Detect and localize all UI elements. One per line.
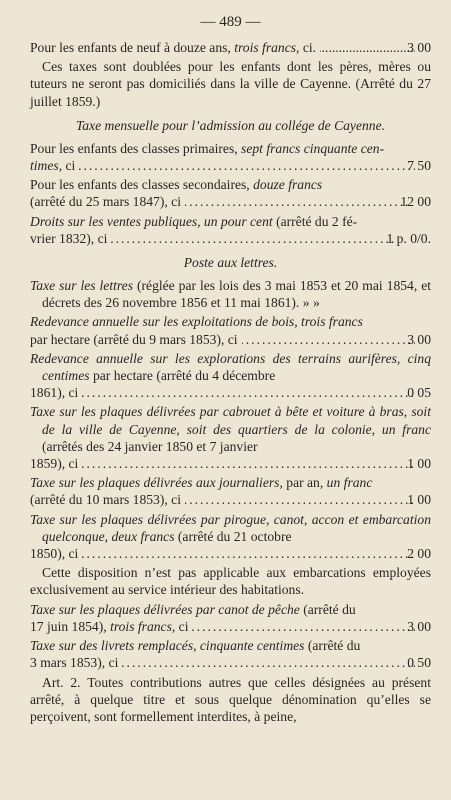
paragraph-p11 — [30, 511, 431, 563]
p1-text: Pour les enfants de neuf à douze ans, — [30, 40, 231, 55]
dot-leader — [82, 384, 415, 401]
paragraph-p12: Cette disposition n’est pas applicable aux embarcations employées exclusivement au service intérieur des habitations. — [30, 565, 431, 598]
p4-value: 12 00 — [400, 194, 431, 210]
paragraph-p7 — [30, 313, 431, 347]
paragraph-p9 — [30, 403, 431, 472]
p5-text: (arrêté du 2 fé- — [276, 213, 358, 229]
p10-italic-2: un franc — [326, 475, 373, 491]
p11-text: (arrêté du 21 octobre — [177, 528, 292, 544]
p10-italic: Taxe sur les plaques délivrées aux journaliers, — [30, 475, 283, 491]
p6-text: (réglée par les lois des 3 mai 1853 et 20 mai 1854, et décrets des 26 novembre 1856 et 11 mai 1861). — [42, 278, 432, 311]
p14-ci: 3 mars 1853), ci — [30, 655, 119, 671]
p4-text: Pour les enfants des classes secondaires, — [30, 177, 250, 193]
paragraph-p15: Art. 2. Toutes contributions autres que celles désignées au présent arrêté, à quelque titre et sous quelque dénomination qu’elles se perçoivent, sont formellement interdites, à peine, — [30, 674, 431, 724]
page-number: — 489 — — [200, 14, 261, 30]
p14-text: (arrêté du — [307, 638, 361, 654]
dot-leader — [82, 455, 415, 472]
p13-date: 17 juin 1854), — [30, 618, 107, 634]
paragraph-p1 — [30, 39, 431, 56]
p6-value: » » — [302, 295, 320, 311]
p6-italic: Taxe sur les lettres — [30, 278, 134, 294]
p11-italic: Taxe sur les plaques délivrées par pirogue, canot, accon et embarcation quelconque, deux francs — [30, 511, 431, 544]
dot-leader — [79, 157, 415, 174]
dot-leader — [320, 39, 415, 56]
p13-italic: Taxe sur les plaques délivrées par canot de pêche — [30, 601, 300, 617]
paragraph-p6 — [30, 277, 431, 311]
p8-ci: 1861), ci — [30, 385, 79, 401]
paragraph-p8 — [30, 350, 431, 402]
p14-italic: Taxe sur des livrets remplacés, cinquante centimes — [30, 638, 305, 654]
p3-ci: , ci — [58, 158, 76, 174]
p13-italic-2: trois francs — [110, 618, 172, 634]
dot-leader — [185, 491, 415, 508]
dot-leader — [185, 193, 408, 210]
p7-value: 3 00 — [407, 331, 431, 347]
p8-value: 0 05 — [407, 385, 431, 401]
p3-italic: sept francs cinquante cen- — [241, 140, 385, 156]
dot-leader — [111, 230, 394, 247]
paragraph-p13 — [30, 601, 431, 635]
paragraph-p2: Ces taxes sont doublées pour les enfants dont les pères, mères ou tuteurs ne seront pas domiciliés dans la ville de Cayenne. (Arrêté du 27 juillet 1859.) — [30, 59, 431, 109]
p11-value: 2 00 — [407, 546, 431, 562]
section-heading-poste: Poste aux lettres. — [183, 255, 278, 271]
paragraph-p10 — [30, 474, 431, 508]
p10-value: 1 00 — [407, 492, 431, 508]
p11-ci: 1850), ci — [30, 546, 79, 562]
p3-italic-cont: times — [30, 158, 59, 174]
p9-value: 1 00 — [407, 456, 431, 472]
p10-text: par an, — [286, 475, 324, 491]
p9-ci: 1859), ci — [30, 456, 79, 472]
paragraph-p5 — [30, 213, 431, 247]
p7-ci: par hectare (arrêté du 9 mars 1853), ci — [30, 331, 238, 347]
p13-text: (arrêté du — [303, 601, 356, 617]
p8-text: par hectare (arrêté du 4 décembre — [92, 368, 276, 384]
paragraph-p3 — [30, 140, 431, 174]
paragraph-p4 — [30, 176, 431, 210]
p14-value: 0 50 — [407, 655, 431, 671]
section-heading-college: Taxe mensuelle pour l’admission au collége de Cayenne. — [75, 117, 386, 133]
p5-value: 1 p. 0/0. — [386, 230, 431, 246]
p4-ci: (arrêté du 25 mars 1847), ci — [30, 194, 181, 210]
p5-italic: Droits sur les ventes publiques, un pour cent — [30, 213, 273, 229]
p13-value: 3 00 — [407, 618, 431, 634]
p7-italic: Redevance annuelle sur les exploitations de bois, trois francs — [30, 314, 363, 330]
p13-ci: , ci — [171, 618, 189, 634]
p3-value: 7 50 — [407, 158, 431, 174]
p9-text: (arrêtés des 24 janvier 1850 et 7 janvier — [42, 438, 258, 454]
dot-leader — [122, 654, 415, 671]
p5-ci: vrier 1832), ci — [30, 230, 108, 246]
dot-leader — [242, 331, 416, 348]
p1-ci: , ci. — [296, 40, 317, 55]
p10-ci: (arrêté du 10 mars 1853), ci — [30, 492, 181, 508]
dot-leader — [82, 545, 415, 562]
p4-italic: douze francs — [253, 177, 323, 193]
p1-italic: trois francs — [234, 40, 297, 55]
p8-italic: Redevance annuelle sur les explorations des terrains aurifères, cinq centimes — [30, 350, 431, 384]
paragraph-p14 — [30, 637, 431, 671]
dot-leader — [192, 618, 415, 635]
p9-italic: Taxe sur les plaques délivrées par cabrouet à bête et voiture à bras, soit de la ville de Cayenne, soit des quartiers de la colonie, un franc — [30, 404, 431, 437]
p1-value: 3 00 — [407, 40, 431, 55]
p3-text: Pour les enfants des classes primaires, — [30, 140, 238, 156]
